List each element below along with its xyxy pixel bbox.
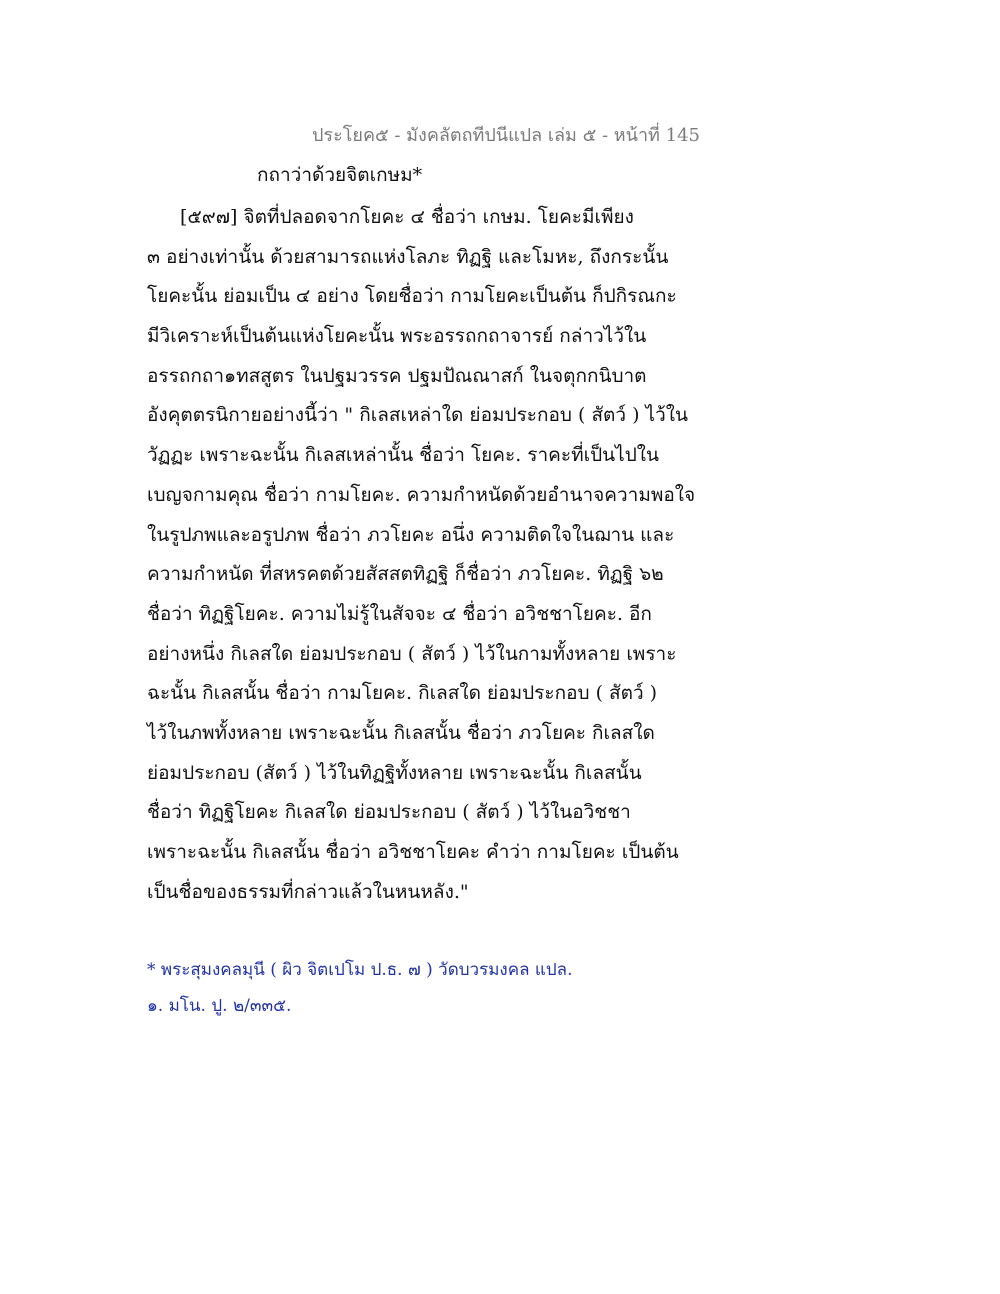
body-line: เป็นชื่อของธรรมที่กล่าวแล้วในหนหลัง." (147, 880, 469, 903)
body-line: ชื่อว่า ทิฏฐิโยคะ. ความไม่รู้ในสัจจะ ๔ ชื่อว่า อวิชชาโยคะ. อีก (147, 602, 652, 625)
body-line: เบญจกามคุณ ชื่อว่า กามโยคะ. ความกำหนัดด้วยอำนาจความพอใจ (147, 483, 696, 506)
body-line: ๓ อย่างเท่านั้น ด้วยสามารถแห่งโลภะ ทิฏฐิ และโมหะ, ถึงกระนั้น (147, 245, 669, 268)
body-line: อรรถกถา๑ทสสูตร ในปฐมวรรค ปฐมปัณณาสก์ ในจตุกกนิบาต (147, 364, 647, 387)
body-line: วัฏฏะ เพราะฉะนั้น กิเลสเหล่านั้น ชื่อว่า โยคะ. ราคะที่เป็นไปใน (147, 444, 660, 467)
footnotes (147, 952, 707, 1024)
body-line: ไว้ในภพทั้งหลาย เพราะฉะนั้น กิเลสนั้น ชื่อว่า ภวโยคะ กิเลสใด (147, 721, 655, 744)
body-line: อังคุตตรนิกายอย่างนี้ว่า " กิเลสเหล่าใด ย่อมประกอบ ( สัตว์ ) ไว้ใน (147, 404, 689, 427)
body-line: เพราะฉะนั้น กิเลสนั้น ชื่อว่า อวิชชาโยคะ คำว่า กามโยคะ เป็นต้น (147, 841, 679, 863)
body-line: ย่อมประกอบ (สัตว์ ) ไว้ในทิฏฐิทั้งหลาย เพราะฉะนั้น กิเลสนั้น (147, 761, 642, 784)
footnote-translator: * พระสุมงคลมุนี ( ผิว จิตเปโม ป.ธ. ๗ ) วัดบวรมงคล แปล. (147, 960, 573, 980)
body-line: มีวิเคราะห์เป็นต้นแห่งโยคะนั้น พระอรรถกถาจารย์ กล่าวไว้ใน (147, 325, 647, 348)
body-text (147, 198, 707, 912)
body-line: ในรูปภพและอรูปภพ ชื่อว่า ภวโยคะ อนึ่ง ความติดใจในฌาน และ (147, 523, 675, 546)
body-line: อย่างหนึ่ง กิเลสใด ย่อมประกอบ ( สัตว์ ) ไว้ในกามทั้งหลาย เพราะ (147, 642, 677, 665)
body-line: ความกำหนัด ที่สหรคตด้วยสัสสตทิฏฐิ ก็ชื่อว่า ภวโยคะ. ทิฏฐิ ๖๒ (147, 563, 664, 586)
section-title: กถาว่าด้วยจิตเกษม* (257, 164, 423, 186)
footnote-reference: ๑. มโน. ปู. ๒/๓๓๕. (147, 996, 292, 1016)
running-header: ประโยค๕ - มังคลัตถทีปนีแปล เล่ม ๕ - หน้าที่ 145 (312, 125, 700, 146)
body-line: [๕๙๗] จิตที่ปลอดจากโยคะ ๔ ชื่อว่า เกษม. โยคะมีเพียง (180, 206, 634, 228)
body-line: ฉะนั้น กิเลสนั้น ชื่อว่า กามโยคะ. กิเลสใด ย่อมประกอบ ( สัตว์ ) (147, 682, 658, 705)
body-line: ชื่อว่า ทิฏฐิโยคะ กิเลสใด ย่อมประกอบ ( สัตว์ ) ไว้ในอวิชชา (147, 801, 631, 824)
body-line: โยคะนั้น ย่อมเป็น ๔ อย่าง โดยชื่อว่า กามโยคะเป็นต้น ก็ปกิรณกะ (147, 285, 677, 308)
